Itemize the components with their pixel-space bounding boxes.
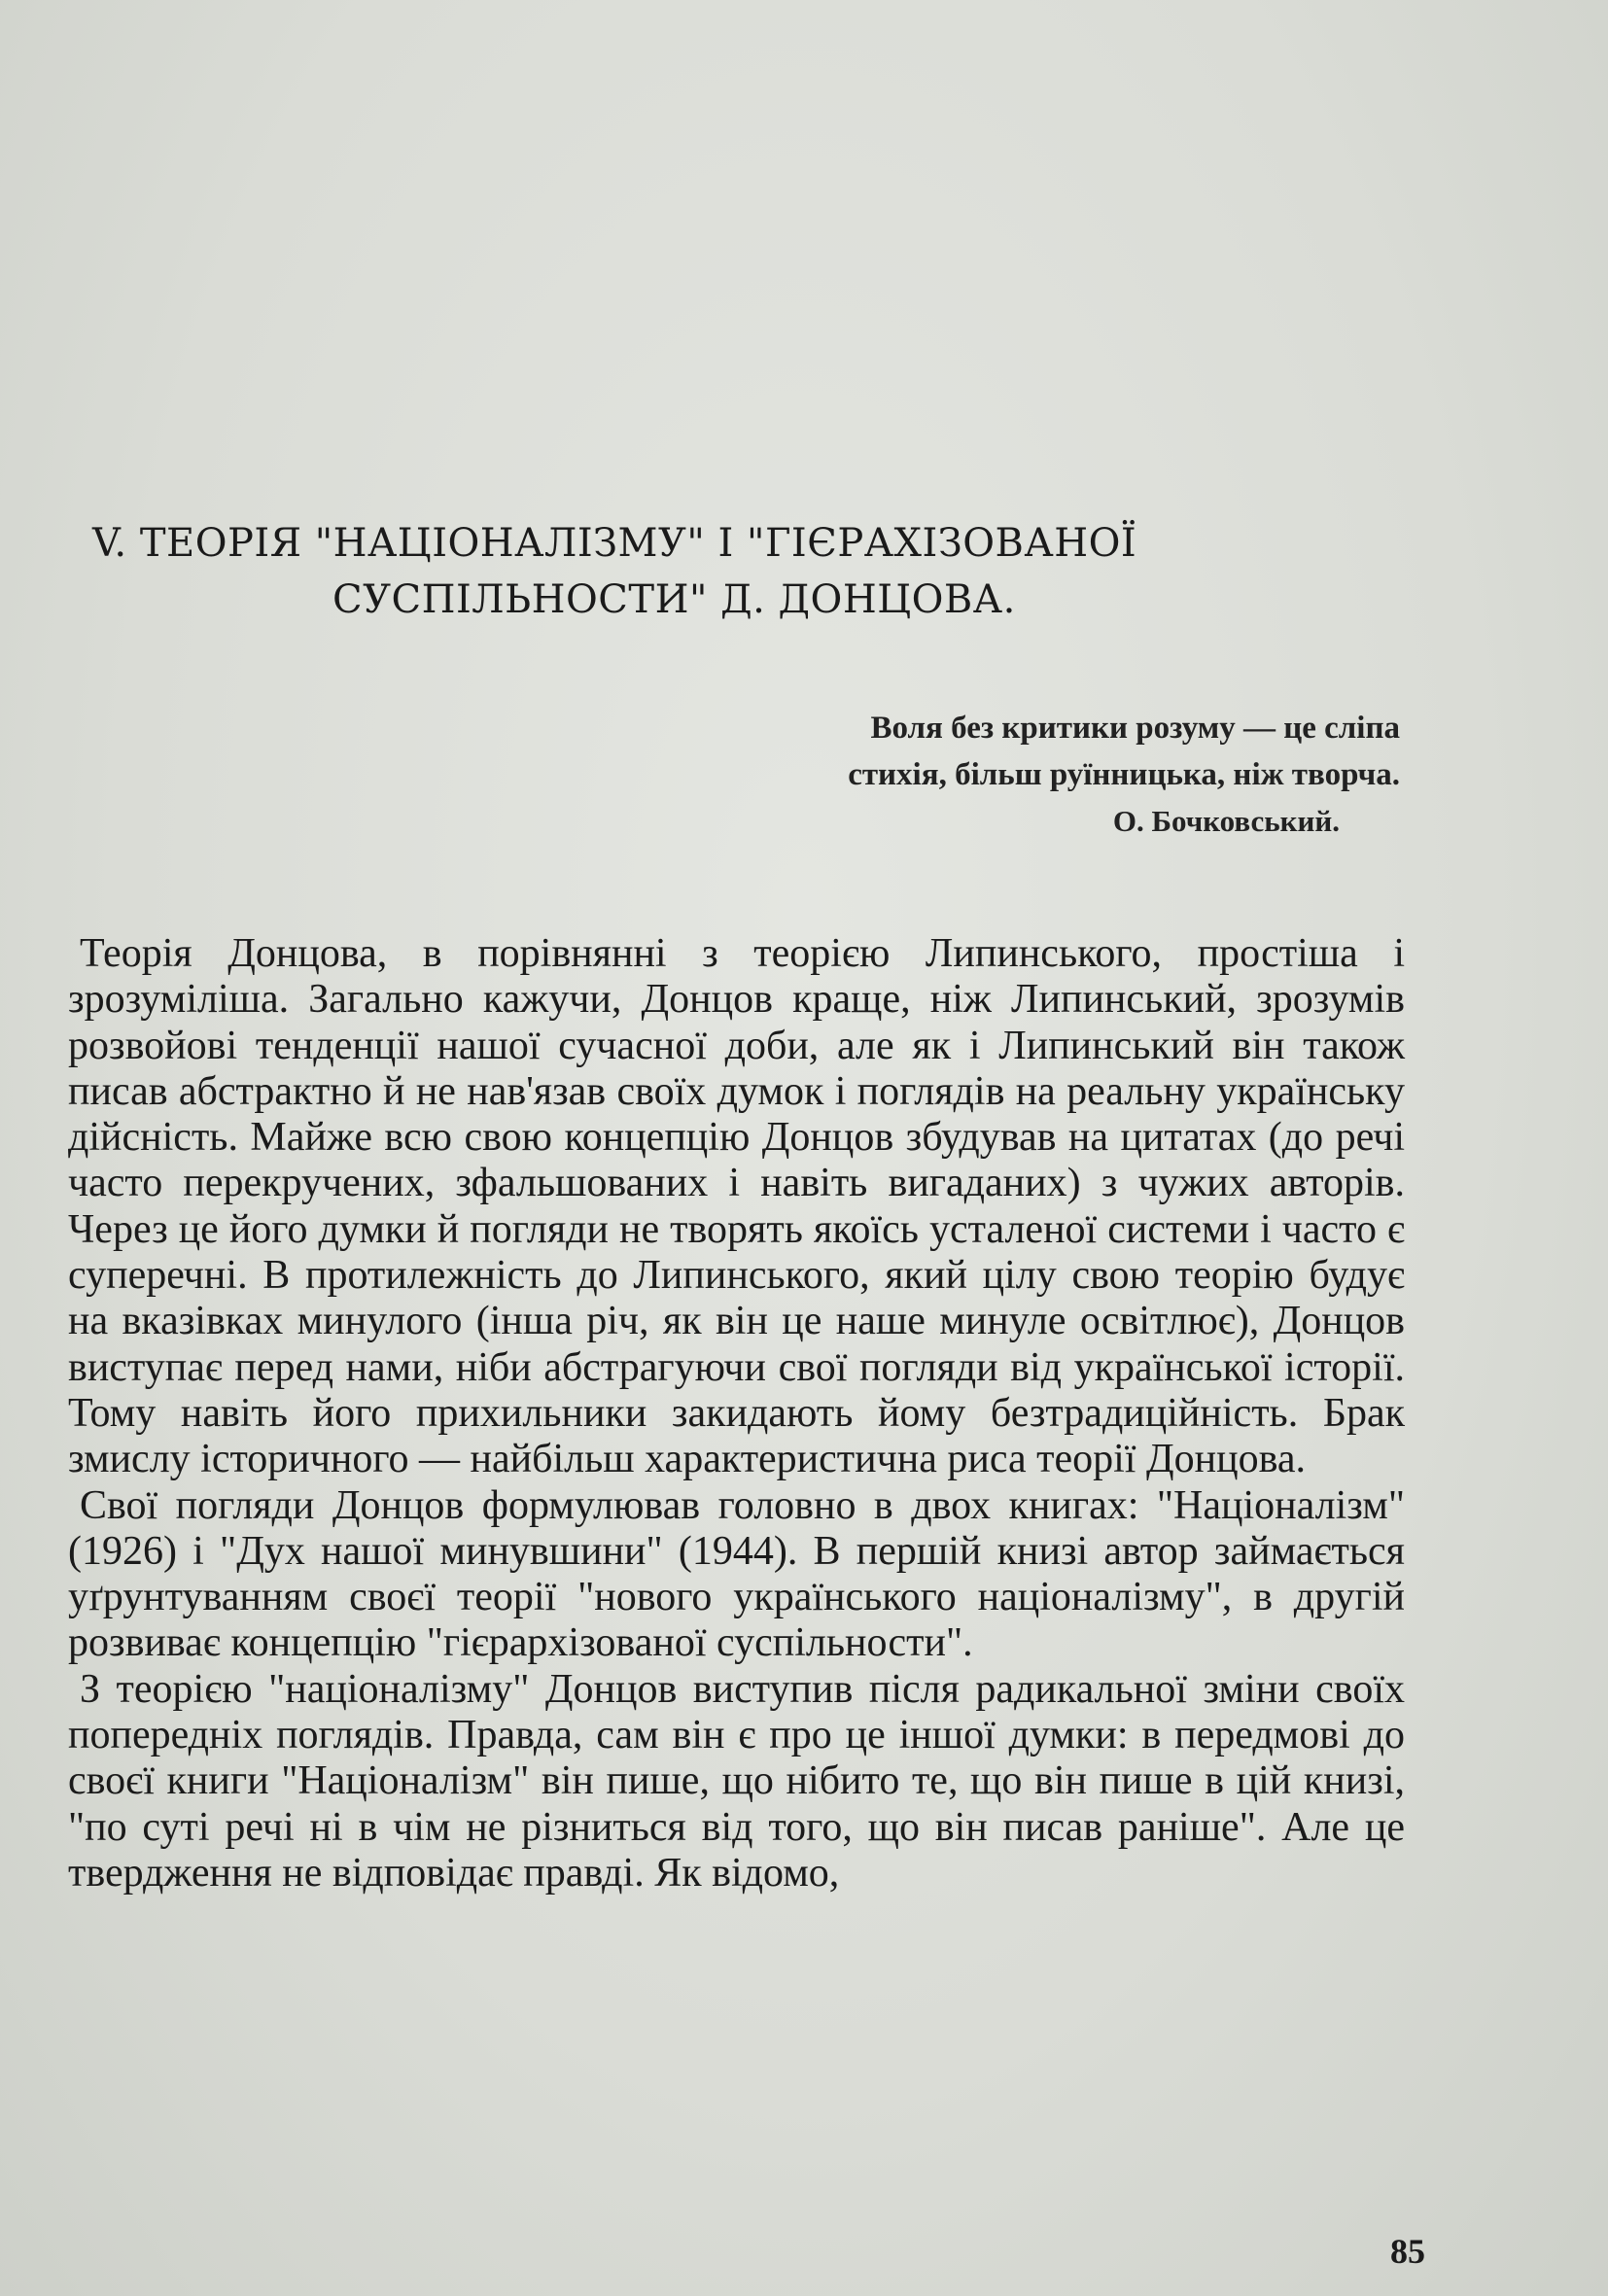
page-number: 85	[1390, 2232, 1425, 2271]
chapter-title-line-1: V. ТЕОРІЯ "НАЦІОНАЛІЗМУ" І "ГІЄРАХІЗОВАНОЇ	[92, 521, 1137, 566]
chapter-title-line-2: СУСПІЛЬНОСТИ" Д. ДОНЦОВА.	[332, 577, 1016, 622]
epigraph-line-2: стихія, більш руїнницька, ніж творча.	[848, 757, 1400, 792]
paragraph-1: Теорія Донцова, в порівнянні з теорією Липинського, простіша і зрозуміліша. Загально кажучи, Донцов краще, ніж Липинський, зрозумів розвойові тенденції нашої сучасної доби, але як і Липинський він також писав абстрактно й не нав'язав своїх думок і поглядів на реальну українську дійсність. Майже всю свою концепцію Донцов збудував на цитатах (до речі часто перекручених, зфальшованих і навіть вигаданих) з чужих авторів. Через це його думки й погляди не творять якоїсь усталеної системи і часто є суперечні. В протилежність до Липинського, який цілу свою теорію будує на вказівках минулого (інша річ, як він це наше минуле освітлює), Донцов виступає перед нами, ніби абстрагуючи свої погляди від української історії. Тому навіть його прихильники закидають йому безтрадиційність. Брак змислу історичного — найбільш характеристична риса теорії Донцова.	[68, 931, 1405, 1482]
epigraph-line-1: Воля без критики розуму — це сліпа	[870, 711, 1400, 746]
epigraph	[544, 705, 1400, 845]
chapter-heading	[87, 515, 1449, 628]
body-text	[68, 931, 1405, 1896]
paragraph-3: З теорією "націоналізму" Донцов виступив після радикальної зміни своїх попередніх поглядів. Правда, сам він є про це іншої думки: в передмові до своєї книги "Націоналізм" він пише, що нібито те, що він пише в цій книзі, "по суті речі ні в чім не різниться від того, що він писав раніше". Але це твердження не відповідає правді. Як відомо,	[68, 1666, 1405, 1896]
epigraph-author: О. Бочковський.	[1112, 804, 1340, 838]
paragraph-2: Свої погляди Донцов формулював головно в двох книгах: "Націоналізм" (1926) і "Дух нашої минувшини" (1944). В першій книзі автор займається уґрунтуванням своєї теорії "нового українського націоналізму", в другій розвиває концепцію "гієрархізованої суспільности".	[68, 1482, 1405, 1666]
